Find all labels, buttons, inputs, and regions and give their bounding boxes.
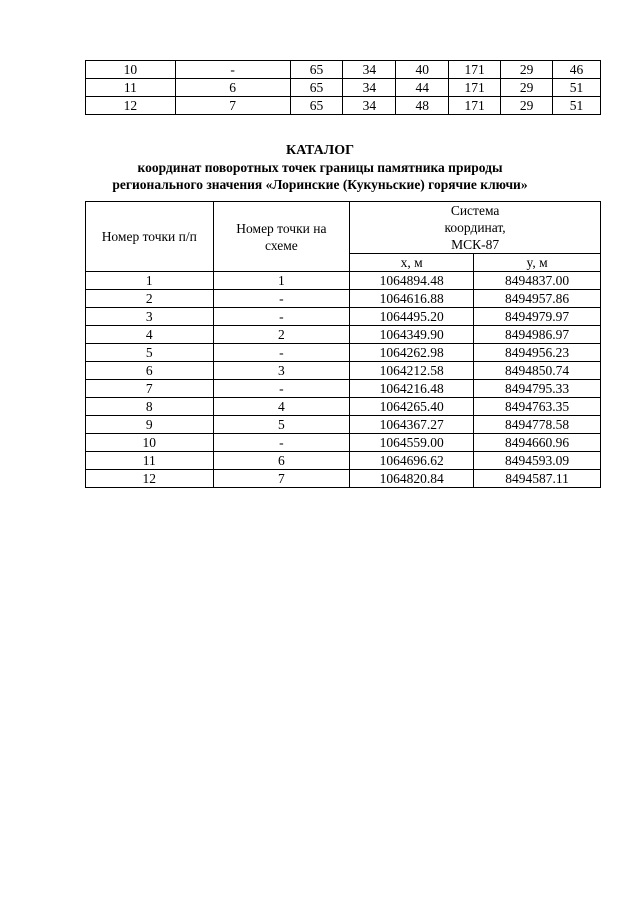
table-cell: 6 [175,79,290,97]
cell-x: 1064820.84 [350,470,474,488]
cell-point-number: 6 [86,362,214,380]
table-row [86,272,601,290]
cell-point-number: 1 [86,272,214,290]
cell-point-number: 11 [86,452,214,470]
cell-x: 1064349.90 [350,326,474,344]
cell-point-number: 2 [86,290,214,308]
cell-x: 1064367.27 [350,416,474,434]
cell-point-number: 3 [86,308,214,326]
table-cell: 44 [396,79,449,97]
cell-scheme-number: 3 [213,362,350,380]
table-cell: 65 [290,79,343,97]
header-scheme-number: Номер точки на схеме [213,202,350,272]
cell-x: 1064216.48 [350,380,474,398]
table-row [86,470,601,488]
cell-y: 8494837.00 [474,272,601,290]
cell-y: 8494778.58 [474,416,601,434]
table-cell: 51 [553,79,601,97]
table-row [86,97,601,115]
header-x: x, м [350,254,474,272]
cell-point-number: 4 [86,326,214,344]
table-cell: 11 [86,79,176,97]
cell-scheme-number: - [213,434,350,452]
catalog-table-body [86,272,601,488]
catalog-table [85,201,601,488]
catalog-subtitle-line-2: регионального значения «Лоринские (Кукуньские) горячие ключи» [112,177,528,192]
header-row [86,202,601,254]
cell-point-number: 7 [86,380,214,398]
table-row [86,434,601,452]
table-row [86,398,601,416]
table-row [86,380,601,398]
table-cell: 29 [501,97,553,115]
cell-scheme-number: 2 [213,326,350,344]
cell-scheme-number: - [213,344,350,362]
cell-x: 1064616.88 [350,290,474,308]
cell-scheme-number: 4 [213,398,350,416]
table-row [86,61,601,79]
header-y: y, м [474,254,601,272]
table-row [86,344,601,362]
cell-scheme-number: 5 [213,416,350,434]
table-cell: 46 [553,61,601,79]
cell-y: 8494986.97 [474,326,601,344]
table-cell: 34 [343,79,396,97]
table-cell: 40 [396,61,449,79]
table-cell: 29 [501,79,553,97]
cell-point-number: 8 [86,398,214,416]
cell-point-number: 9 [86,416,214,434]
table-cell: 7 [175,97,290,115]
table-cell: 10 [86,61,176,79]
cell-y: 8494593.09 [474,452,601,470]
table-row [86,308,601,326]
cell-x: 1064559.00 [350,434,474,452]
cell-scheme-number: 7 [213,470,350,488]
table-row [86,416,601,434]
header-point-number: Номер точки п/п [86,202,214,272]
table-cell: 34 [343,61,396,79]
catalog-table-header [86,202,601,272]
table-cell: 34 [343,97,396,115]
table-cell: 12 [86,97,176,115]
cell-scheme-number: 1 [213,272,350,290]
table-cell: 171 [449,79,501,97]
cell-point-number: 5 [86,344,214,362]
table-cell: 65 [290,61,343,79]
catalog-title: КАТАЛОГ [285,143,354,158]
cell-y: 8494850.74 [474,362,601,380]
table-cell: - [175,61,290,79]
catalog-heading [0,142,640,193]
cell-y: 8494795.33 [474,380,601,398]
cell-scheme-number: - [213,308,350,326]
cell-scheme-number: - [213,380,350,398]
cell-y: 8494763.35 [474,398,601,416]
cell-x: 1064265.40 [350,398,474,416]
cell-scheme-number: - [213,290,350,308]
table-cell: 65 [290,97,343,115]
header-coordinate-system: Система координат, МСК-87 [350,202,601,254]
catalog-subtitle-line-1: координат поворотных точек границы памятника природы [137,160,503,175]
cell-y: 8494979.97 [474,308,601,326]
cell-point-number: 10 [86,434,214,452]
cell-scheme-number: 6 [213,452,350,470]
cell-x: 1064894.48 [350,272,474,290]
cell-x: 1064262.98 [350,344,474,362]
table-cell: 48 [396,97,449,115]
cell-x: 1064495.20 [350,308,474,326]
cell-y: 8494660.96 [474,434,601,452]
cell-y: 8494956.23 [474,344,601,362]
table-row [86,326,601,344]
continuation-table-body [86,61,601,115]
cell-y: 8494587.11 [474,470,601,488]
table-cell: 51 [553,97,601,115]
table-cell: 171 [449,97,501,115]
table-cell: 171 [449,61,501,79]
cell-x: 1064696.62 [350,452,474,470]
table-row [86,452,601,470]
table-row [86,290,601,308]
continuation-table [85,60,601,115]
table-row [86,362,601,380]
cell-point-number: 12 [86,470,214,488]
table-cell: 29 [501,61,553,79]
table-row [86,79,601,97]
cell-x: 1064212.58 [350,362,474,380]
cell-y: 8494957.86 [474,290,601,308]
